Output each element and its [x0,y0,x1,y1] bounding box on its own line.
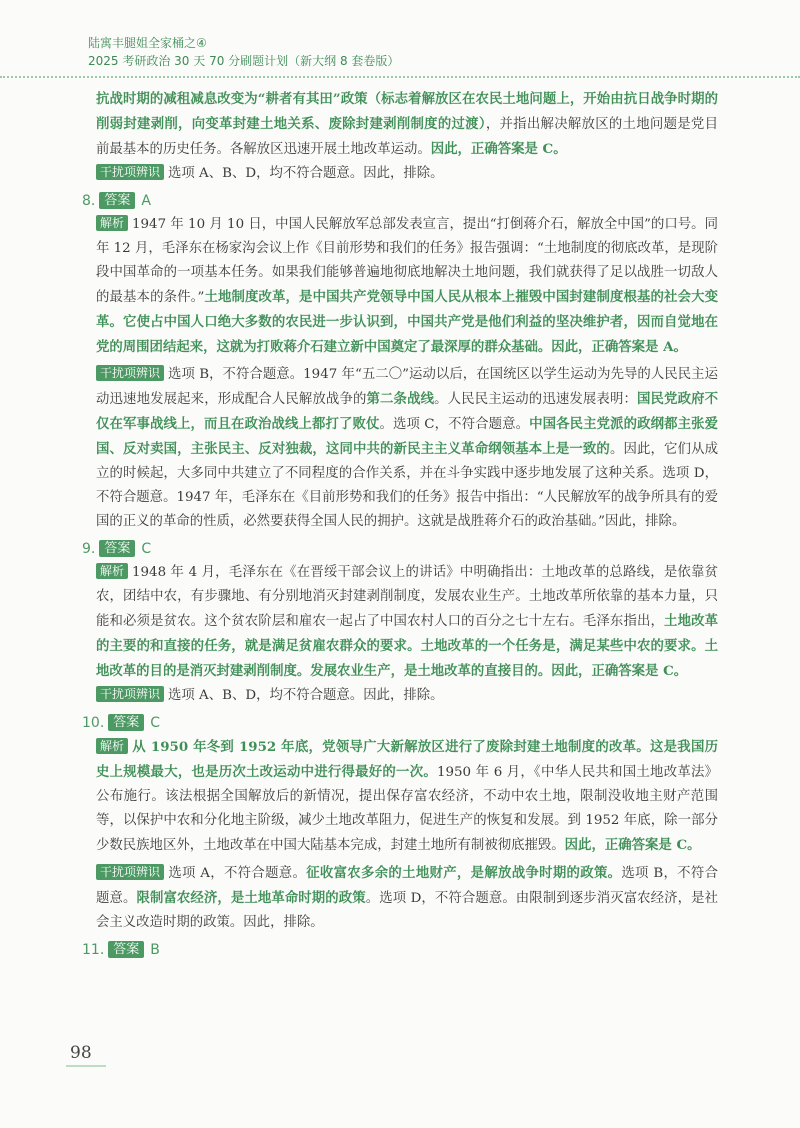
q11-number: 11. [82,942,105,958]
body-text: 1947 年 10 月 10 日，中国人民解放军总部发表宣言，提出“打倒蒋介石，解放全中国”的口号。同年 12 月，毛泽东在杨家沟会议上作《目前形势和我们的任务》报告强调：“土地制度的彻底改革，是现阶段中国革命的一项基本任务。如果我们能够普遍地彻底地解决土地问题，我们就获得了足以战胜一切敌人的最基本的条件。” [96,217,718,305]
distractor-tag: 干扰项辨识 [96,365,164,381]
answer-tag: 答案 [99,192,135,209]
q8-distractor-text [96,367,718,529]
q8-number: 8. [82,193,96,209]
highlight-text: 抗战时期的减租减息改变为“耕者有其田”政策（标志着解放区在农民土地问题上，开始由抗日战争时期的削弱封建剥削，向变革封建土地关系、废除封建剥削制度的过渡） [96,91,718,132]
q9-number: 9. [82,541,96,557]
highlight-text: 限制富农经济，是土地革命时期的政策 [136,890,366,906]
distractor-tag: 干扰项辨识 [96,686,164,702]
body-text: 1948 年 4 月，毛泽东在《在晋绥干部会议上的讲话》中明确指出：土地改革的总路线，是依靠贫农，团结中农，有步骤地、有分别地消灭封建剥削制度，发展农业生产。土地改革所依靠的基本力量，只能和必须是贫农。这个贫农阶层和雇农一起占了中国农村人口的百分之七十左右。毛泽东指出， [96,565,718,629]
q9-analysis-text [96,565,718,679]
q8-analysis-text [96,217,718,355]
q7-distractor-text: 选项 A、B、D，均不符合题意。因此，排除。 [168,166,444,181]
highlight-text: 征收富农多余的土地财产，是解放战争时期的政策。 [306,865,622,881]
body-text: 。因此，它们从成立的时候起，大多同中共建立了不同程度的合作关系，并在斗争实践中逐步地发展了这种关系。选项 D，不符合题意。1947 年，毛泽东在《目前形势和我们的任务》报告中指出：“人民解放军的战争所具有的爱国的正义的革命的性质，必然要获得全国人民的拥护。这就是战胜蒋介石的政治基础。”因此，排除。 [96,442,719,529]
series-title: 陆寓丰腿姐全家桶之④ [88,36,207,50]
q9-distractor-text: 选项 A、B、D，均不符合题意。因此，排除。 [168,688,444,703]
body-text: 选项 B，不符合题意。 [96,866,718,906]
body-text: 1950 年 6 月，《中华人民共和国土地改革法》公布施行。该法根据全国解放后的新情况，提出保存富农经济，不动中农土地，限制没收地主财产范围等，以保护中农和分化地主阶级，减少土地改革阻力，促进生产的恢复和发展。到 1952 年底，除一部分少数民族地区外，土地改革在中国大陆基本完成，封建土地所有制被彻底摧毁。 [96,765,719,853]
distractor-tag: 干扰项辨识 [96,864,164,880]
highlight-text: 国民党政府不仅在军事战线上，而且在政治战线上都打了败仗 [96,391,719,432]
q10-distractor [96,861,718,935]
q10-analysis-text [96,740,718,853]
q7-distractor [96,162,718,186]
highlight-text: 中国各民主党派的政纲都主张爱国、反对卖国，主张民主、反对独裁，这同中共的新民主主义革命纲领基本上是一致的 [96,416,718,457]
q8-distractor [96,363,718,534]
analysis-tag: 解析 [96,738,128,754]
answer-tag: 答案 [108,714,144,731]
q7-analysis-tail [96,87,718,162]
highlight-text: 因此，正确答案是 C。 [430,141,567,157]
body-text: 选项 A，不符合题意。 [168,866,307,881]
q9-analysis [96,561,718,684]
page-header [88,34,399,70]
highlight-text: 土地制度改革，是中国共产党领导中国人民从根本上摧毁中国封建制度根基的社会大变革。它使占中国人口绝大多数的农民进一步认识到，中国共产党是他们利益的坚决维护者，因而自觉地在党的周围团结起来，这就为打败蒋介石建立新中国奠定了最深厚的群众基础。因此，正确答案是 A。 [96,289,718,355]
book-title: 2025 考研政治 30 天 70 分刷题计划（新大纲 8 套卷版） [88,54,400,68]
analysis-tag: 解析 [96,563,128,579]
q9-answer-line [82,537,718,561]
answer-tag: 答案 [99,540,135,557]
body-text: 。选项 C，不符合题意。 [379,417,530,432]
q8-answer-line [82,189,718,213]
q11-answer: B [150,942,160,958]
body-text: 选项 B，不符合题意。1947 年“五二〇”运动以后，在国统区以学生运动为先导的人民民主运动迅速地发展起来，形成配合人民解放战争的 [96,367,718,407]
q11-answer-line [82,938,718,962]
page-number: 98 [70,1043,92,1063]
q9-distractor [96,684,718,708]
answer-tag: 答案 [108,941,144,958]
highlight-text: 土地改革的主要的和直接的任务，就是满足贫雇农群众的要求。土地改革的一个任务是，满足某些中农的要求。土地改革的目的是消灭封建剥削制度。发展农业生产，是土地改革的直接目的。因此，正确答案是 C。 [96,613,719,679]
body-text: 。选项 D，不符合题意。由限制到逐步消灭富农经济，是社会主义改造时期的政策。因此，排除。 [96,891,719,930]
header-divider [0,76,800,78]
q8-answer: A [141,193,151,209]
q10-answer-line [82,711,718,735]
body-text: ，并指出解决解放区的土地问题是党目前最基本的历史任务。各解放区迅速开展土地改革运动。 [96,117,718,157]
analysis-tag: 解析 [96,215,128,231]
distractor-tag: 干扰项辨识 [96,164,164,180]
q9-answer: C [141,541,152,557]
page-content [82,87,719,962]
highlight-text: 因此，正确答案是 C。 [564,837,701,853]
highlight-text: 从 1950 年冬到 1952 年底，党领导广大新解放区进行了废除封建土地制度的改革。这是我国历史上规模最大，也是历次土改运动中进行得最好的一次。 [96,739,718,780]
q10-distractor-text [96,866,718,930]
q10-number: 10. [82,715,105,731]
page-number-underline [66,1065,106,1067]
body-text: 。人民民主运动的迅速发展表明： [434,392,637,407]
q10-analysis [96,735,718,858]
q8-analysis [96,213,718,360]
highlight-text: 第二条战线 [366,391,435,407]
q10-answer: C [150,715,161,731]
